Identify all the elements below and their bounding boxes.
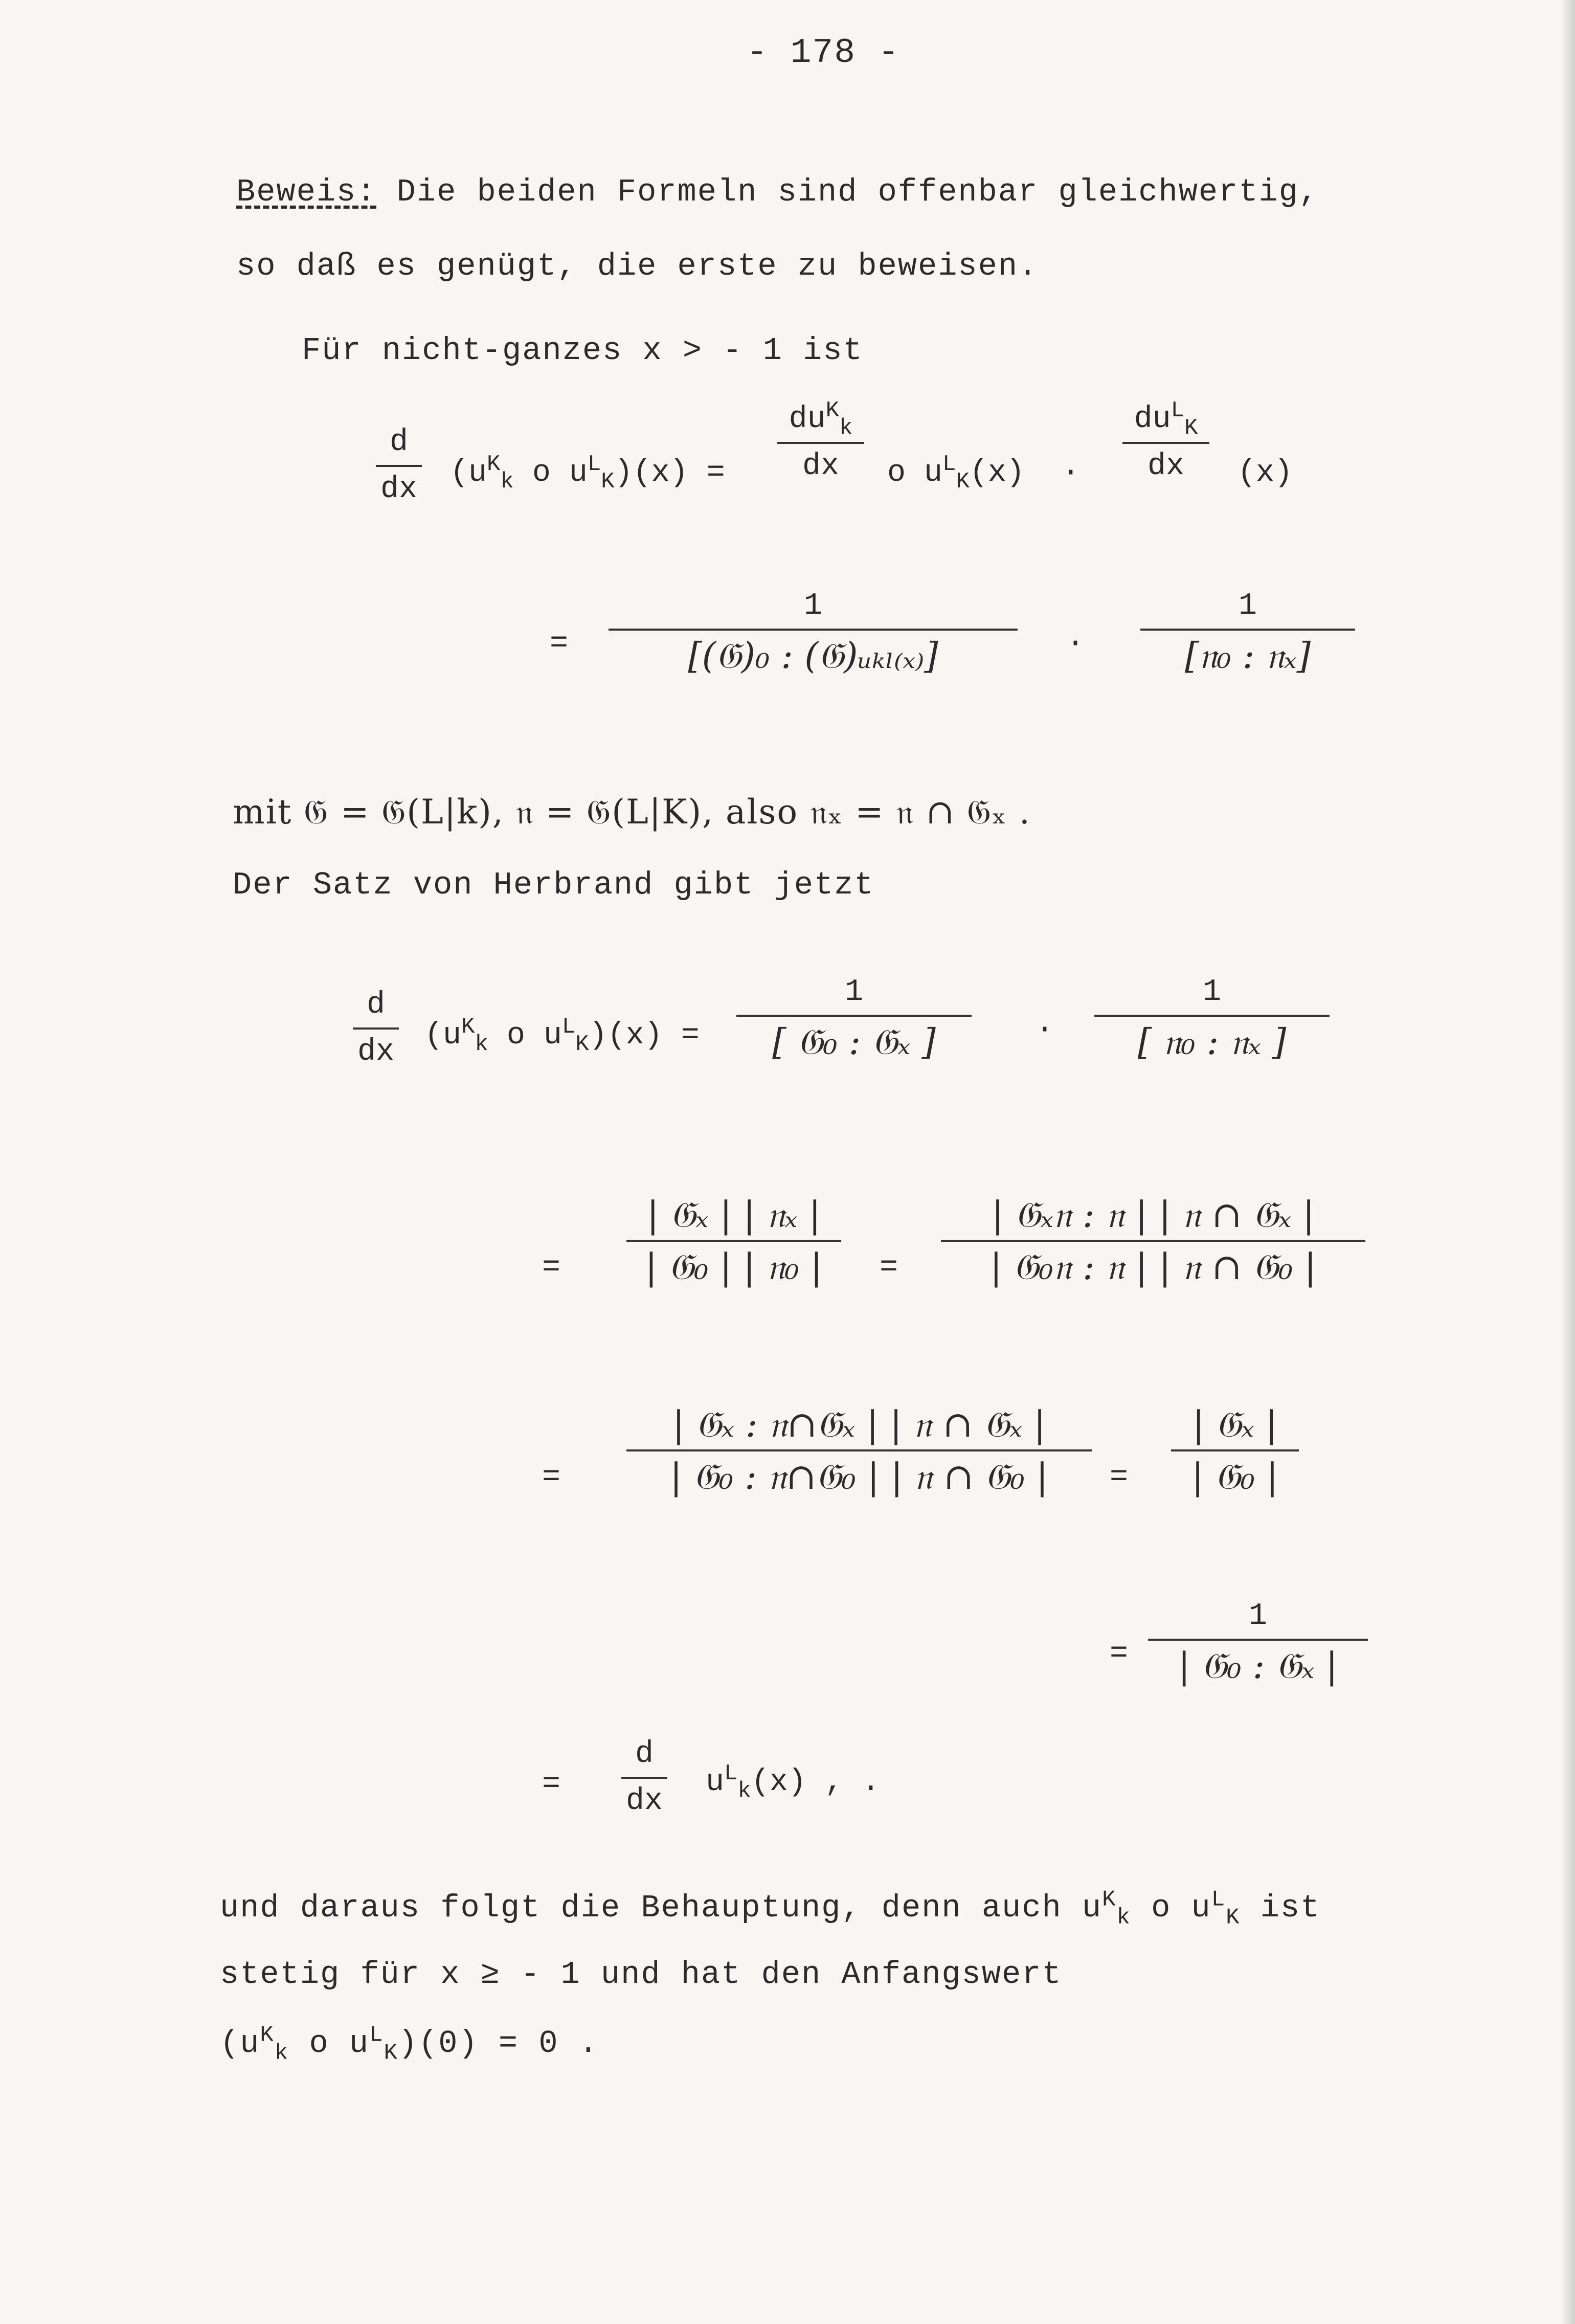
eq2-frac1: 1 [(𝔊)₀ : (𝔊)ᵤₖₗ₍ₓ₎] (609, 591, 1018, 674)
eq1-mid: o $u^L_K(x)$ · (887, 452, 1080, 495)
beweis-label: Beweis: (236, 174, 377, 210)
eq4-frac2: | 𝔊ₓ𝔫 : 𝔫 | | 𝔫 ∩ 𝔊ₓ | | 𝔊₀𝔫 : 𝔫 | | 𝔫 ∩ 𝔊₀ | (941, 1197, 1365, 1285)
herbrand-line: Der Satz von Herbrand gibt jetzt (233, 867, 874, 903)
proof-line-3: Für nicht-ganzes x > - 1 ist (302, 332, 863, 369)
eq5-frac2: | 𝔊ₓ | | 𝔊₀ | (1171, 1406, 1299, 1494)
final-line-3: ($u^K_k$ o $u^L_K)(0) = 0$ . (220, 2022, 599, 2066)
eq1-tail: (x) (1238, 456, 1293, 490)
eq6-frac: 1 | 𝔊₀ : 𝔊ₓ | (1148, 1601, 1368, 1684)
final-line-2: stetig für x ≥ - 1 und hat den Anfangswert (220, 1956, 1062, 1993)
page-number: - 178 - (747, 33, 900, 73)
eq1-lhs: ($u^K_k$ o $u^L_K)(x)$ = (450, 452, 725, 495)
eq4-frac1: | 𝔊ₓ | | 𝔫ₓ | | 𝔊₀ | | 𝔫₀ | (626, 1197, 841, 1285)
eq3-lhs: ($u^K_k$ o $u^L_K)(x)$ = (424, 1014, 700, 1057)
eq5-equals-1: = (542, 1460, 561, 1495)
eq5-equals-2: = (1110, 1460, 1129, 1495)
eq2-frac2: 1 [𝔫₀ : 𝔫ₓ] (1140, 591, 1355, 674)
proof-line-2: so daß es genügt, die erste zu beweisen. (236, 248, 1039, 284)
eq3-frac2: 1 [ 𝔫₀ : 𝔫ₓ ] (1094, 977, 1330, 1060)
eq7-expr: $u^L_k(x)$ , . (706, 1761, 880, 1804)
proof-line-1: Die beiden Formeln sind offenbar gleichwertig, (376, 174, 1319, 210)
eq6-equals: = (1110, 1637, 1129, 1671)
eq4-equals-2: = (880, 1250, 898, 1285)
eq7-ddx: d dx (621, 1739, 667, 1817)
eq4-equals-1: = (542, 1250, 561, 1285)
final-line-1: und daraus folgt die Behauptung, denn auch $u^K_k$ o $u^L_K$ ist (220, 1887, 1321, 1931)
eq2-dot: · (1066, 627, 1085, 661)
scan-edge-shadow (1561, 0, 1575, 2324)
eq7-equals: = (542, 1767, 561, 1802)
eq3-ddx: d dx (353, 990, 399, 1067)
eq3-dot: · (1036, 1013, 1054, 1047)
eq1-frac-duk: $du^K_k$ dx (777, 404, 864, 482)
eq2-equals: = (550, 627, 569, 661)
eq1-frac-dul: $du^L_K$ dx (1122, 404, 1209, 482)
eq1-ddx: d dx (376, 427, 422, 505)
proof-intro-line (236, 176, 1319, 208)
mit-line: mit 𝔊 = 𝔊(L|k), 𝔫 = 𝔊(L|K), also 𝔫ₓ = 𝔫 ∩ 𝔊ₓ . (233, 792, 1031, 832)
eq3-frac1: 1 [ 𝔊₀ : 𝔊ₓ ] (736, 977, 972, 1060)
eq5-frac1: | 𝔊ₓ : 𝔫∩𝔊ₓ | | 𝔫 ∩ 𝔊ₓ | | 𝔊₀ : 𝔫∩𝔊₀ | | 𝔫 ∩ 𝔊₀ | (626, 1406, 1092, 1494)
